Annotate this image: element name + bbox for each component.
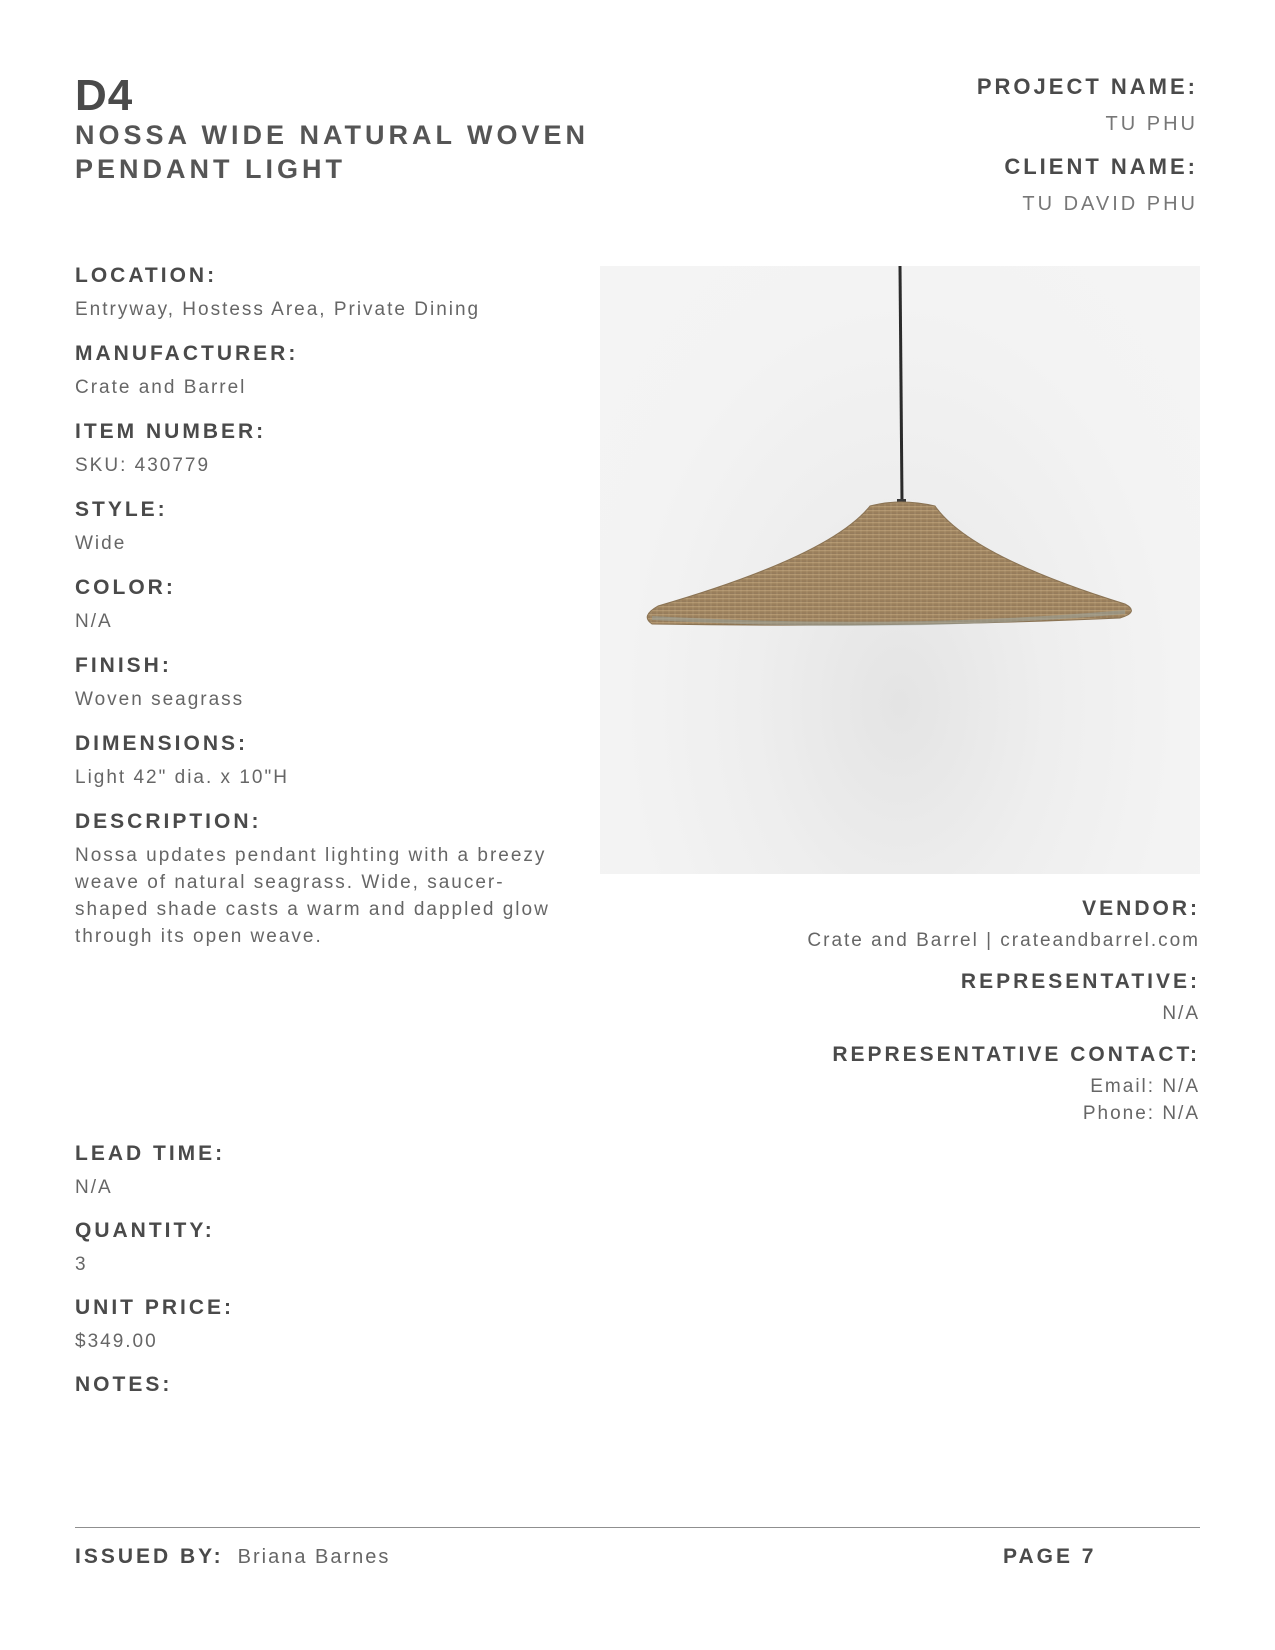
representative-label: REPRESENTATIVE:	[960, 970, 1200, 993]
quantity	[75, 1217, 555, 1278]
project-name-label: PROJECT NAME:	[976, 74, 1198, 99]
issued-by	[75, 1545, 390, 1569]
spec-label: ITEM NUMBER:	[75, 420, 267, 443]
spec-label: MANUFACTURER:	[75, 342, 299, 365]
representative-contact-label: REPRESENTATIVE CONTACT:	[832, 1043, 1200, 1066]
quantity-label: QUANTITY:	[75, 1219, 215, 1242]
issued-by-value: Briana Barnes	[237, 1546, 391, 1568]
spec-style	[75, 496, 555, 557]
spec-color	[75, 574, 555, 635]
spec-label: DIMENSIONS:	[75, 732, 249, 755]
spec-location	[75, 262, 555, 323]
unit-price-label: UNIT PRICE:	[75, 1296, 234, 1319]
item-title: NOSSA WIDE NATURAL WOVEN PENDANT LIGHT	[75, 120, 589, 184]
spec-dimensions	[75, 730, 555, 791]
spec-label: FINISH:	[75, 654, 172, 677]
quantity-value: 3	[75, 1254, 88, 1275]
spec-value: Woven seagrass	[75, 689, 245, 710]
spec-value: Crate and Barrel	[75, 377, 247, 398]
spec-description	[75, 808, 555, 950]
spec-value: N/A	[75, 611, 113, 632]
lead-time-label: LEAD TIME:	[75, 1142, 226, 1165]
spec-finish	[75, 652, 555, 713]
product-photo	[600, 266, 1200, 874]
representative-phone: Phone: N/A	[1082, 1103, 1200, 1124]
lead-time-value: N/A	[75, 1177, 113, 1198]
representative-value: N/A	[1162, 1003, 1200, 1024]
project-name-value: TU PHU	[1105, 113, 1198, 135]
order-info	[75, 1140, 555, 1415]
item-code: D4	[75, 71, 134, 120]
footer-divider	[75, 1527, 1200, 1528]
spec-label: STYLE:	[75, 498, 168, 521]
spec-item-number	[75, 418, 555, 479]
pendant-light-image	[600, 266, 1200, 874]
project-info	[977, 70, 1198, 230]
spec-label: DESCRIPTION:	[75, 810, 262, 833]
notes-label: NOTES:	[75, 1373, 173, 1396]
spec-value: Nossa updates pendant lighting with a breezy weave of natural seagrass. Wide, saucer-shaped shade casts a warm and dappled glow through its open weave.	[75, 845, 550, 947]
vendor-info	[640, 895, 1200, 1127]
spec-label: LOCATION:	[75, 264, 218, 287]
client-name-value: TU DAVID PHU	[1022, 193, 1198, 215]
spec-value: SKU: 430779	[75, 455, 211, 476]
cord	[900, 266, 902, 502]
spec-manufacturer	[75, 340, 555, 401]
client-name-label: CLIENT NAME:	[1004, 154, 1198, 179]
representative-email: Email: N/A	[1090, 1076, 1200, 1097]
lead-time	[75, 1140, 555, 1201]
spec-list	[75, 262, 555, 967]
unit-price-value: $349.00	[75, 1331, 158, 1352]
page-number: PAGE 7	[1003, 1545, 1097, 1568]
notes	[75, 1371, 555, 1399]
vendor-label: VENDOR:	[1082, 897, 1200, 920]
vendor-value: Crate and Barrel | crateandbarrel.com	[807, 930, 1200, 951]
unit-price	[75, 1294, 555, 1355]
spec-label: COLOR:	[75, 576, 176, 599]
spec-value: Wide	[75, 533, 127, 554]
spec-value: Entryway, Hostess Area, Private Dining	[75, 299, 481, 320]
issued-by-label: ISSUED BY:	[75, 1545, 224, 1568]
woven-shade	[647, 502, 1131, 625]
spec-value: Light 42" dia. x 10"H	[75, 767, 289, 788]
